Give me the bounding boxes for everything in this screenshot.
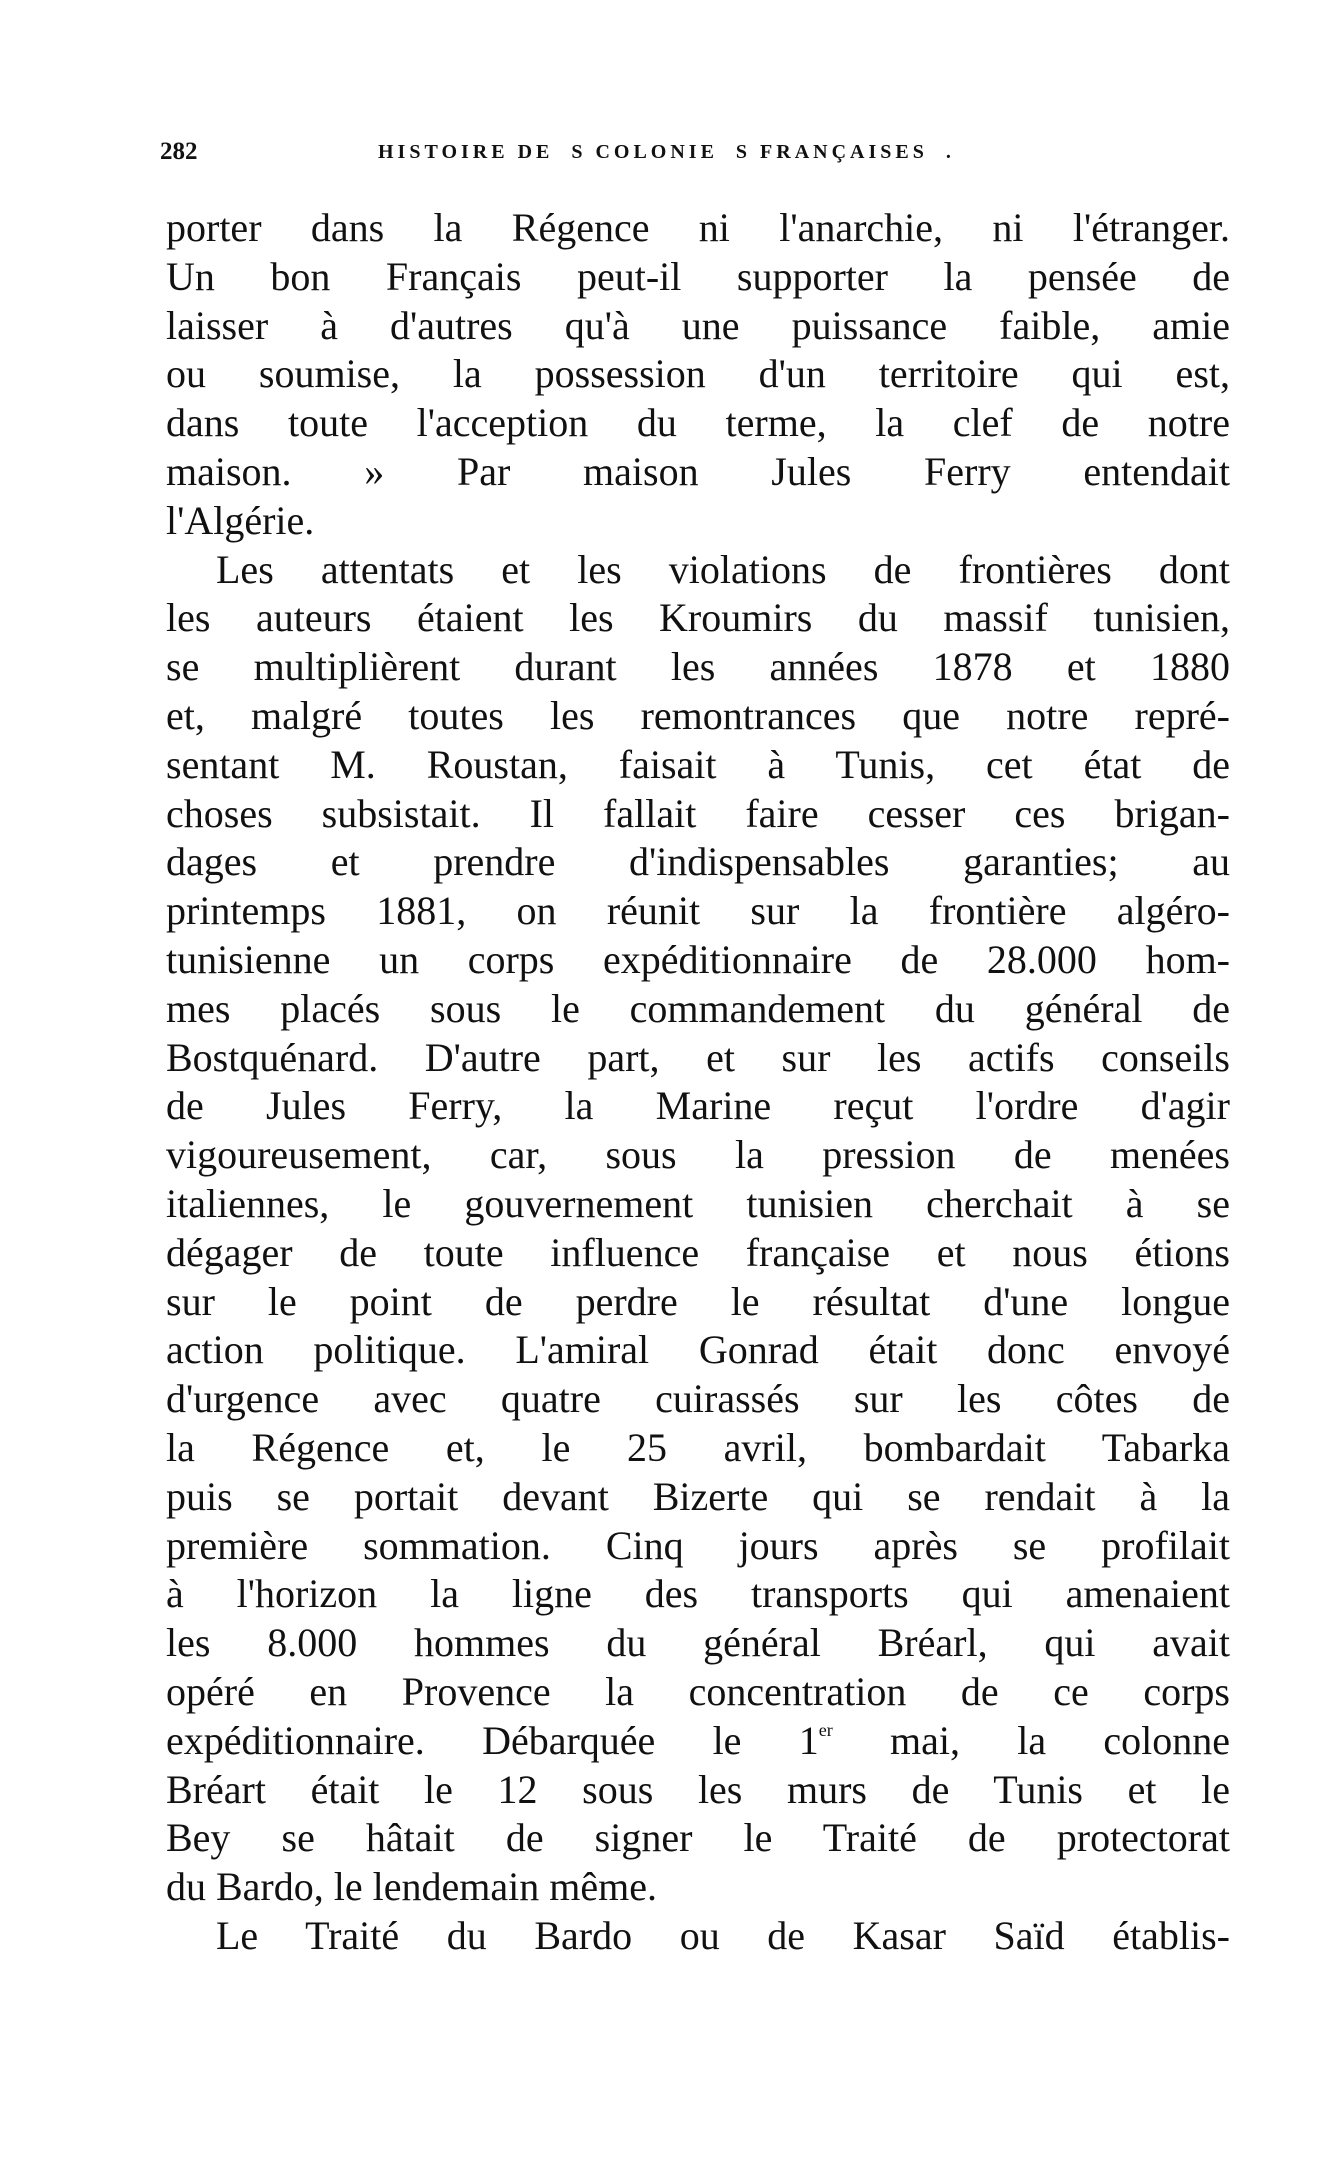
text-line: maison. » Par maison Jules Ferry entendait — [166, 448, 1230, 494]
text-line: dégager de toute influence française et nous étions — [166, 1229, 1230, 1275]
text-line: porter dans la Régence ni l'anarchie, ni l'étranger. — [166, 205, 1230, 250]
body-text — [166, 204, 1230, 1961]
running-title: HISTOIRE DE S COLONIE S FRANÇAISES . — [378, 141, 955, 163]
text-line: sentant M. Roustan, faisait à Tunis, cet état de — [166, 741, 1230, 787]
text-line: d'urgence avec quatre cuirassés sur les côtes de — [166, 1376, 1230, 1422]
text-line: mes placés sous le commandement du général de — [166, 985, 1230, 1031]
text-line: dans toute l'acception du terme, la clef de notre — [166, 400, 1230, 446]
text-line: italiennes, le gouvernement tunisien cherchait à se — [166, 1180, 1230, 1226]
text-line: du Bardo, le lendemain même. — [166, 1864, 657, 1910]
text-line: puis se portait devant Bizerte qui se rendait à la — [166, 1473, 1230, 1519]
text-line: de Jules Ferry, la Marine reçut l'ordre d'agir — [166, 1083, 1230, 1129]
text-line: les auteurs étaient les Kroumirs du massif tunisien, — [166, 595, 1230, 641]
text-line: à l'horizon la ligne des transports qui amenaient — [166, 1571, 1230, 1617]
running-header — [160, 138, 1240, 178]
text-line: se multiplièrent durant les années 1878 et 1880 — [166, 644, 1230, 690]
text-line: opéré en Provence la concentration de ce corps — [166, 1668, 1230, 1714]
text-fragment: mai, la colonne — [832, 1717, 1231, 1763]
text-line: laisser à d'autres qu'à une puissance faible, amie — [166, 302, 1230, 348]
text-line: l'Algérie. — [166, 497, 315, 543]
text-fragment: expéditionnaire. Débarquée le 1 — [166, 1717, 819, 1763]
text-line: Un bon Français peut-il supporter la pensée de — [166, 253, 1230, 299]
text-line: Les attentats et les violations de frontières dont — [216, 546, 1230, 592]
text-line: Bey se hâtait de signer le Traité de protectorat — [166, 1815, 1230, 1861]
text-line: tunisienne un corps expéditionnaire de 28.000 hom- — [166, 936, 1230, 982]
text-line — [166, 1717, 1230, 1766]
text-line: vigoureusement, car, sous la pression de menées — [166, 1132, 1230, 1178]
text-line: Bréart était le 12 sous les murs de Tunis et le — [166, 1766, 1230, 1812]
text-line: Le Traité du Bardo ou de Kasar Saïd établis- — [216, 1912, 1230, 1958]
text-line: printemps 1881, on réunit sur la frontière algéro- — [166, 888, 1230, 934]
text-line: sur le point de perdre le résultat d'une longue — [166, 1278, 1230, 1324]
text-line: première sommation. Cinq jours après se profilait — [166, 1522, 1230, 1568]
text-line: Bostquénard. D'autre part, et sur les actifs conseils — [166, 1034, 1230, 1080]
superscript-ordinal: er — [818, 1719, 833, 1740]
text-line: et, malgré toutes les remontrances que notre repré- — [166, 692, 1230, 738]
text-line: choses subsistait. Il fallait faire cesser ces brigan- — [166, 790, 1230, 836]
text-line: les 8.000 hommes du général Bréarl, qui avait — [166, 1620, 1230, 1666]
text-line: la Régence et, le 25 avril, bombardait Tabarka — [166, 1424, 1230, 1470]
text-line: ou soumise, la possession d'un territoire qui est, — [166, 351, 1230, 397]
page-number: 282 — [160, 138, 198, 165]
text-line: dages et prendre d'indispensables garanties; au — [166, 839, 1230, 885]
text-line: action politique. L'amiral Gonrad était donc envoyé — [166, 1327, 1230, 1373]
